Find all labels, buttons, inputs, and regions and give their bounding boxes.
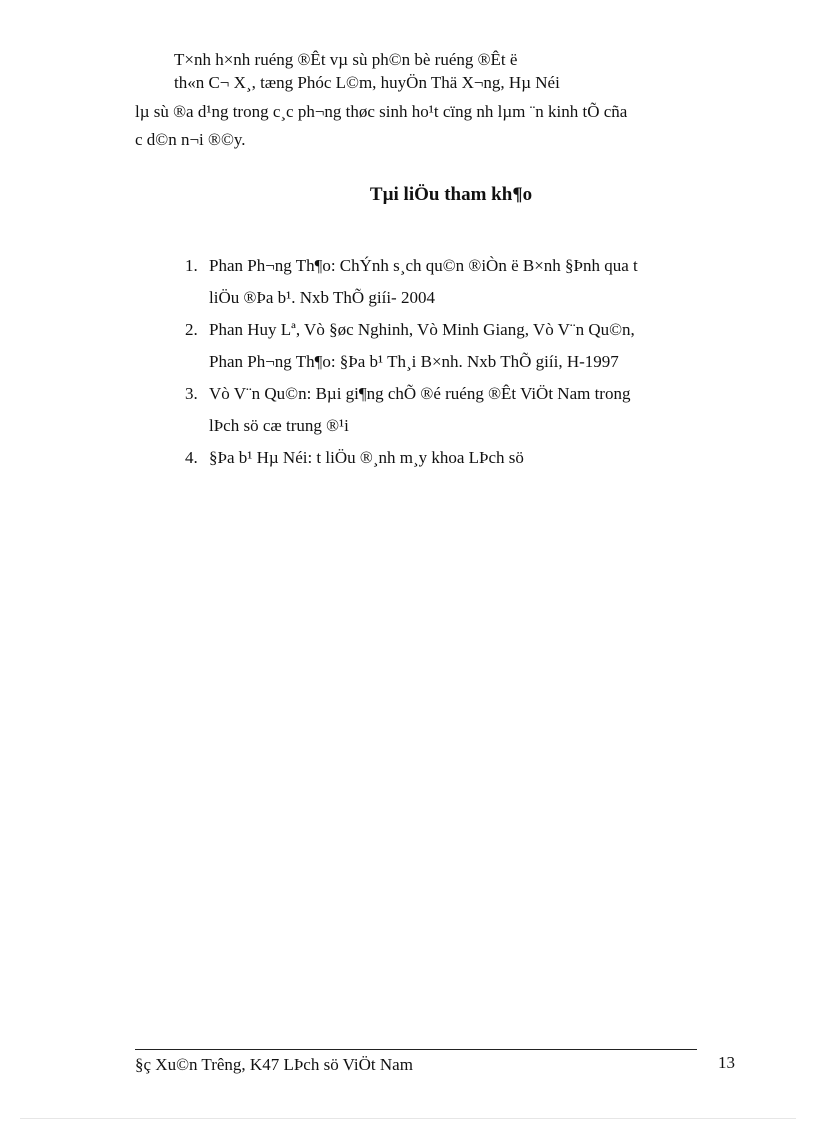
reference-item-1 bbox=[185, 250, 718, 314]
page-number: 13 bbox=[718, 1053, 735, 1072]
body-paragraph-line-2: c d©n n¬i ®©y. bbox=[135, 130, 246, 149]
reference-line: Vò V¨n Qu©n: Bµi gi¶ng chÕ ®é ruéng ®Êt ViÖt Nam trong bbox=[209, 384, 631, 403]
body-indented-line-2: th«n C¬ X¸, tæng Phóc L©m, huyÖn Thä X¬ng, Hµ Néi bbox=[174, 73, 560, 92]
reference-line: liÖu ®Þa b¹. Nxb ThÕ giíi- 2004 bbox=[209, 288, 435, 307]
footer-author: §ç Xu©n Trêng, K47 LÞch sö ViÖt Nam bbox=[135, 1055, 413, 1074]
reference-line: Phan Ph¬ng Th¶o: §Þa b¹ Th¸i B×nh. Nxb ThÕ giíi, H-1997 bbox=[209, 352, 619, 371]
reference-number: 2. bbox=[185, 320, 198, 339]
references-heading: Tµi liÖu tham kh¶o bbox=[369, 184, 533, 205]
body-indented-line-1: T×nh h×nh ruéng ®Êt vµ sù ph©n bè ruéng ®Êt ë bbox=[174, 50, 518, 69]
reference-line: Phan Ph¬ng Th¶o: ChÝnh s¸ch qu©n ®iÒn ë B×nh §Þnh qua t bbox=[209, 256, 638, 275]
page-bottom-edge bbox=[20, 1118, 796, 1119]
reference-item-2 bbox=[185, 314, 718, 378]
reference-number: 1. bbox=[185, 256, 198, 275]
body-paragraph-line-1: lµ sù ®a d¹ng trong c¸c ph¬ng thøc sinh ho¹t cïng nh lµm ¨n kinh tÕ cña bbox=[135, 102, 628, 121]
reference-line: Phan Huy Lª, Vò §øc Nghinh, Vò Minh Giang, Vò V¨n Qu©n, bbox=[209, 320, 635, 339]
footer-divider bbox=[135, 1049, 697, 1050]
reference-number: 4. bbox=[185, 448, 198, 467]
reference-item-4 bbox=[185, 442, 718, 474]
reference-line: §Þa b¹ Hµ Néi: t liÖu ®¸nh m¸y khoa LÞch sö bbox=[209, 448, 524, 467]
reference-line: lÞch sö cæ trung ®¹i bbox=[209, 416, 349, 435]
reference-number: 3. bbox=[185, 384, 198, 403]
reference-item-3 bbox=[185, 378, 718, 442]
